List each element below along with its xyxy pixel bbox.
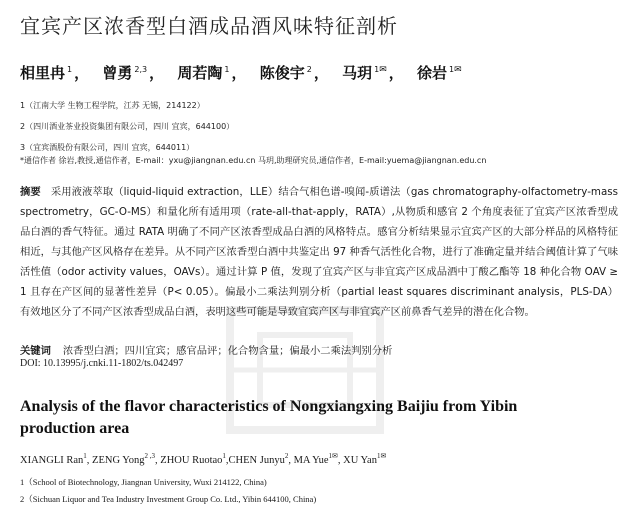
keywords bbox=[20, 342, 392, 357]
english-affiliation-2: 2（Sichuan Liquor and Tea Industry Investment Group Co. Ltd., Yibin 644100, China) bbox=[20, 494, 317, 504]
author-name: XU Yan bbox=[343, 455, 377, 466]
doi: DOI: 10.13995/j.cnki.11-1802/ts.042497 bbox=[20, 358, 184, 369]
chinese-title: 宜宾产区浓香型白酒成品酒风味特征剖析 bbox=[20, 14, 398, 38]
author-name: 相里冉 bbox=[20, 64, 66, 82]
abstract bbox=[20, 182, 618, 322]
keywords-label: 关键词 bbox=[20, 345, 51, 357]
author-separator: ， bbox=[149, 64, 165, 82]
keywords-text: 浓香型白酒；四川宜宾；感官品评；化合物含量；偏最小二乘法判别分析 bbox=[62, 345, 393, 357]
abstract-label: 摘要 bbox=[20, 186, 41, 198]
author-name: 周若陶 bbox=[177, 64, 223, 82]
author-name: ZHOU Ruotao bbox=[160, 455, 223, 466]
author-affiliation-mark: 1 bbox=[83, 452, 87, 460]
author-affiliation-mark: 2,3 bbox=[134, 65, 148, 74]
author-name: XIANGLI Ran bbox=[20, 455, 84, 466]
author-affiliation-mark: 2 bbox=[306, 65, 312, 74]
author-affiliation-mark: 1 bbox=[67, 65, 73, 74]
author-name: ZENG Yong bbox=[92, 455, 145, 466]
author-affiliation-mark: 1✉ bbox=[376, 452, 387, 460]
abstract-text: 采用液液萃取（liquid-liquid extraction，LLE）结合气相色谱-嗅闻-质谱法（gas chromatography-olfactometry-mass spectrometry，GC-O-MS）和量化所有适用项（rate-all-that-apply，RATA）,从物质和感官 2 个角度表征了宜宾产区浓香型成品白酒的香气特征。通过 RATA 明确了不同产区浓香型成品白酒的风格特点。感官分析结果显示宜宾产区的大部分样品的风格特征相近，与其他产区风格存在差异。从不同产区浓香型白酒中共鉴定出 97 种香气活性化合物，进行了准确定量并结合阈值计算了气味活性值（odor activity values，OAVs）。通过计算 P 值，发现了宜宾产区与非宜宾产区成品酒中丁酸乙酯等 18 种化合物 OAV ≥ 1 且存在产区间的显著性差异（P< 0.05）。偏最小二乘法判别分析（partial least squares discriminant analysis，PLS-DA）有效地区分了不同产区浓香型成品白酒，表明这些可能是导致宜宾产区与非宜宾产区前鼻香气差异的潜在化合物。 bbox=[20, 186, 618, 318]
affiliation-2: 2（四川酒业茶业投资集团有限公司，四川 宜宾，644100） bbox=[20, 122, 235, 131]
author-name: 徐岩 bbox=[416, 64, 447, 82]
author-affiliation-mark: 1✉ bbox=[328, 452, 338, 460]
affiliation-1: 1（江南大学 生物工程学院，江苏 无锡，214122） bbox=[20, 101, 205, 110]
author-separator: ， bbox=[231, 64, 247, 82]
author-name: 曾勇 bbox=[102, 64, 133, 82]
mail-icon: ✉ bbox=[379, 65, 387, 75]
english-author-list: XIANGLI Ran$^1$, ZENG Yong$^{2 ,3}$, ZHOU Ruotao$^1$,CHEN Junyu$^2$, MA Yue$^{1✉}$, XU Yan$^{1✉}$ bbox=[20, 452, 387, 466]
author-separator: ， bbox=[313, 64, 329, 82]
author-affiliation-mark: 2 bbox=[284, 452, 289, 460]
author-name: CHEN Junyu bbox=[228, 455, 285, 466]
english-affiliation-1: 1（School of Biotechnology, Jiangnan University, Wuxi 214122, China) bbox=[20, 477, 267, 487]
corresponding-authors: *通信作者 徐岩,教授,通信作者，E-mail：yxu@jiangnan.edu.cn 马玥,助理研究员,通信作者，E-mail:yuema@jiangnan.edu.cn bbox=[20, 156, 487, 165]
author-affiliation-mark: 2 ,3 bbox=[144, 452, 156, 460]
author-separator: ， bbox=[388, 64, 404, 82]
author-separator: ， bbox=[74, 64, 90, 82]
author-name: MA Yue bbox=[293, 455, 329, 466]
author-name: 马玥 bbox=[342, 64, 373, 82]
author-affiliation-mark: 1 bbox=[222, 452, 226, 460]
author-affiliation-mark: 1✉ bbox=[449, 65, 462, 75]
mail-icon: ✉ bbox=[454, 65, 462, 75]
affiliation-3: 3（宜宾酒股份有限公司，四川 宜宾，644011） bbox=[20, 143, 195, 152]
chinese-author-list bbox=[20, 62, 462, 83]
author-affiliation-mark: 1✉ bbox=[374, 65, 387, 75]
author-name: 陈俊宇 bbox=[259, 64, 305, 82]
english-title: Analysis of the flavor characteristics of Nongxiangxing Baijiu from Yibin production area bbox=[20, 398, 518, 437]
author-affiliation-mark: 1 bbox=[224, 65, 230, 74]
